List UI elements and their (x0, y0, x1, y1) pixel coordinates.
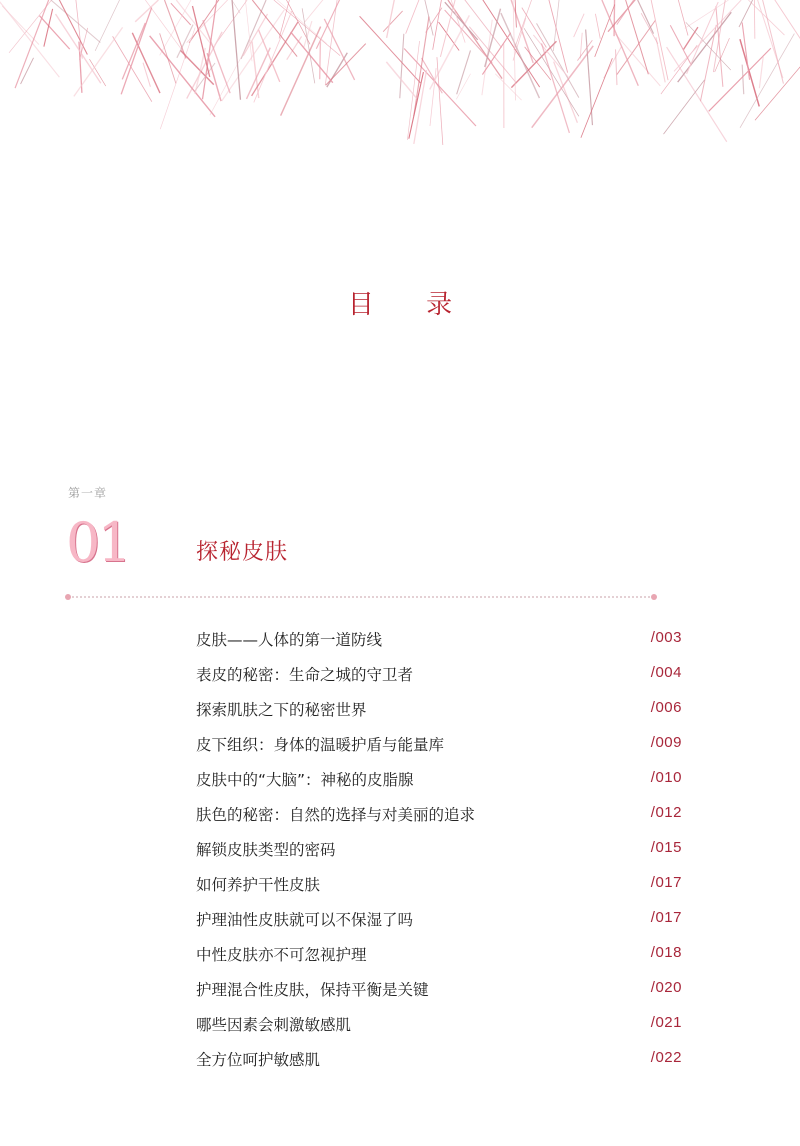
decorative-stroke (277, 0, 327, 44)
table-of-contents (196, 622, 682, 1077)
decorative-stroke (683, 27, 697, 49)
decorative-pink-lines (0, 0, 800, 145)
decorative-stroke (135, 0, 158, 22)
decorative-stroke (203, 20, 230, 93)
decorative-stroke (160, 28, 195, 130)
decorative-stroke (406, 0, 427, 34)
decorative-stroke (638, 0, 654, 34)
decorative-stroke (291, 32, 333, 83)
decorative-stroke (404, 48, 476, 126)
decorative-stroke (287, 36, 302, 59)
decorative-stroke (132, 33, 160, 93)
decorative-stroke (440, 0, 455, 57)
decorative-stroke (215, 0, 247, 45)
decorative-stroke (595, 5, 615, 57)
toc-entry[interactable] (196, 692, 682, 727)
decorative-stroke (670, 25, 691, 65)
decorative-stroke (210, 40, 251, 116)
decorative-stroke (742, 65, 744, 95)
decorative-stroke (457, 50, 471, 94)
toc-entry-page: /009 (650, 734, 682, 751)
decorative-stroke (740, 34, 794, 128)
decorative-stroke (243, 14, 267, 56)
decorative-stroke (667, 47, 727, 142)
decorative-stroke (433, 0, 442, 50)
toc-entry-page: /021 (650, 1014, 682, 1031)
toc-entry-title: 皮肤中的“大脑”：神秘的皮脂腺 (196, 771, 414, 789)
decorative-stroke (485, 9, 501, 67)
toc-entry-page: /004 (650, 664, 682, 681)
chapter-number: 01 (66, 511, 129, 574)
decorative-stroke (113, 36, 152, 101)
decorative-stroke (759, 57, 763, 88)
toc-entry[interactable] (196, 727, 682, 762)
toc-entry-title: 肤色的秘密：自然的选择与对美丽的追求 (196, 806, 476, 824)
toc-entry-title: 哪些因素会刺激敏感肌 (196, 1016, 352, 1034)
toc-entry-title: 探索肌肤之下的秘密世界 (196, 701, 367, 719)
toc-entry-title: 护理混合性皮肤，保持平衡是关键 (196, 981, 429, 999)
decorative-stroke (524, 28, 579, 116)
toc-entry-page: /006 (650, 699, 682, 716)
toc-entry-title: 表皮的秘密：生命之城的守卫者 (196, 666, 414, 684)
decorative-stroke (762, 0, 800, 53)
decorative-stroke (95, 0, 119, 51)
decorative-stroke (254, 10, 292, 102)
toc-entry[interactable] (196, 867, 682, 902)
decorative-stroke (419, 0, 433, 35)
decorative-stroke (360, 16, 421, 83)
toc-entry[interactable] (196, 797, 682, 832)
decorative-stroke (207, 53, 221, 101)
toc-entry[interactable] (196, 762, 682, 797)
toc-entry-title: 全方位呵护敏感肌 (196, 1051, 321, 1069)
decorative-stroke (400, 34, 404, 98)
decorative-stroke (383, 11, 402, 32)
decorative-stroke (674, 0, 741, 71)
decorative-stroke (495, 74, 521, 100)
decorative-stroke (74, 27, 123, 96)
decorative-stroke (482, 33, 510, 75)
decorative-stroke (581, 58, 612, 137)
page-title: 目 录 (347, 290, 475, 320)
decorative-stroke (15, 0, 49, 88)
decorative-stroke (44, 9, 53, 47)
chapter-divider (62, 589, 662, 605)
toc-entry-page: /017 (650, 909, 682, 926)
toc-entry-title: 解锁皮肤类型的密码 (196, 841, 336, 859)
toc-entry-title: 中性皮肤亦不可忽视护理 (196, 946, 367, 964)
toc-entry-page: /010 (650, 769, 682, 786)
decorative-stroke (663, 80, 704, 134)
chapter-title: 探秘皮肤 (196, 540, 289, 565)
decorative-stroke (709, 48, 771, 111)
decorative-stroke (617, 0, 634, 25)
toc-entry-title: 如何养护干性皮肤 (196, 876, 321, 894)
toc-entry-page: /022 (650, 1049, 682, 1066)
toc-entry[interactable] (196, 972, 682, 1007)
decorative-stroke (739, 0, 753, 27)
toc-entry-page: /003 (650, 629, 682, 646)
toc-entry-title: 护理油性皮肤就可以不保湿了吗 (196, 911, 414, 929)
decorative-stroke (305, 0, 339, 22)
decorative-stroke (430, 15, 470, 89)
decorative-stroke (387, 0, 395, 38)
toc-entry[interactable] (196, 937, 682, 972)
decorative-stroke (615, 34, 660, 86)
decorative-stroke (515, 0, 517, 28)
toc-entry-page: /018 (650, 944, 682, 961)
decorative-stroke (511, 41, 556, 87)
toc-entry[interactable] (196, 832, 682, 867)
decorative-stroke (602, 0, 638, 86)
toc-entry[interactable] (196, 657, 682, 692)
toc-entry-page: /015 (650, 839, 682, 856)
decorative-stroke (456, 74, 470, 100)
decorative-stroke (748, 0, 784, 35)
decorative-stroke (245, 0, 252, 61)
decorative-stroke (176, 0, 214, 48)
decorative-stroke (547, 0, 568, 73)
decorative-stroke (482, 0, 540, 87)
decorative-stroke (320, 41, 321, 79)
chapter-label: 第一章 (68, 486, 108, 500)
decorative-stroke (326, 44, 366, 86)
toc-entry[interactable] (196, 1042, 682, 1077)
toc-entry-page: /012 (650, 804, 682, 821)
decorative-stroke (21, 58, 34, 84)
decorative-stroke (595, 14, 600, 39)
toc-entry[interactable] (196, 622, 682, 657)
decorative-stroke (651, 0, 668, 80)
toc-entry-page: /017 (650, 874, 682, 891)
toc-entry-title: 皮下组织：身体的温暖护盾与能量库 (196, 736, 445, 754)
decorative-stroke (222, 10, 284, 101)
toc-entry-page: /020 (650, 979, 682, 996)
decorative-stroke (678, 0, 688, 35)
toc-entry-title: 皮肤——人体的第一道防线 (196, 631, 383, 649)
decorative-stroke (143, 63, 150, 87)
toc-entry[interactable] (196, 902, 682, 937)
toc-entry[interactable] (196, 1007, 682, 1042)
